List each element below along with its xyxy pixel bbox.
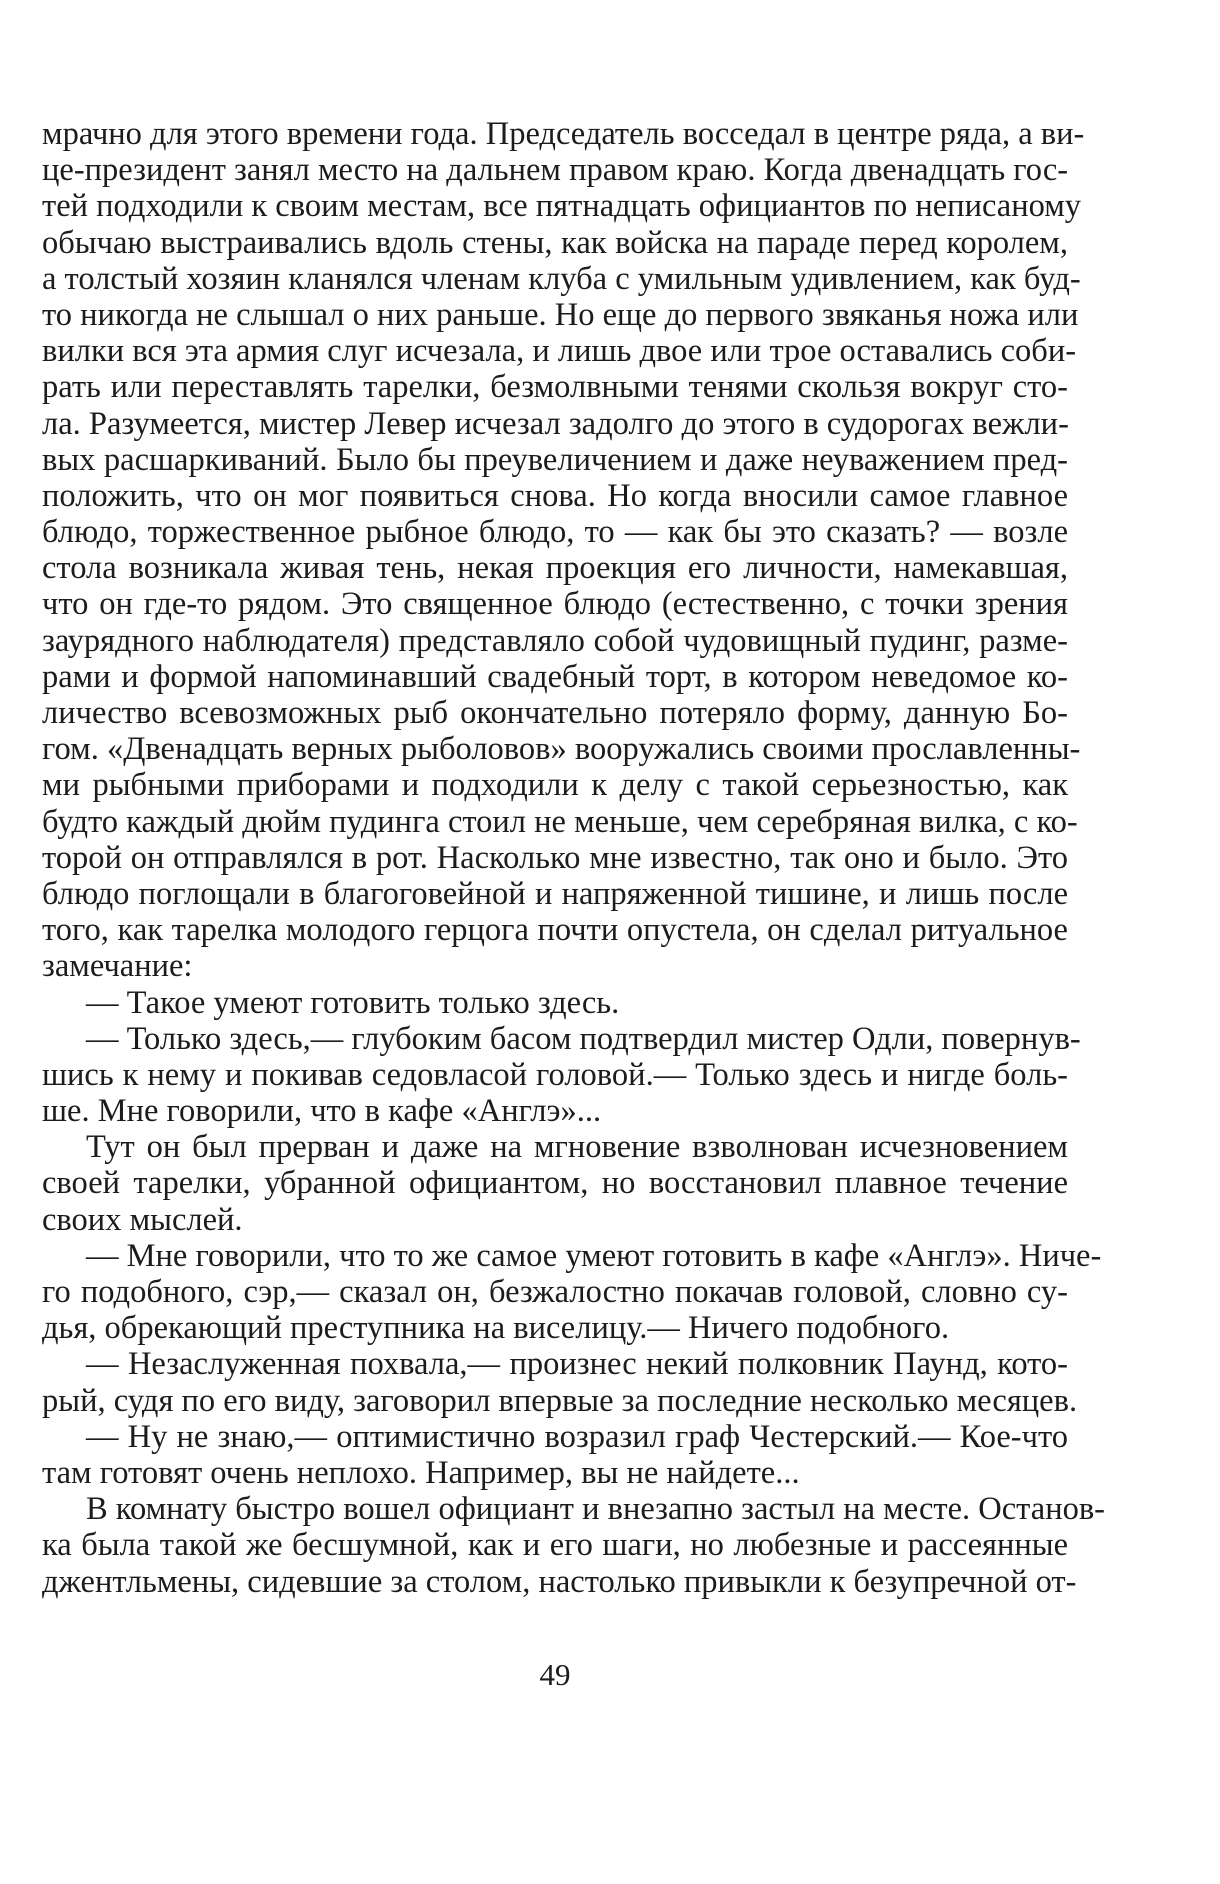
text-line: рый, судя по его виду, заговорил впервые за последние несколько месяцев. xyxy=(42,1382,1078,1419)
text-line: джентльмены, сидевшие за столом, настолько привыкли к безупречной от- xyxy=(42,1563,1077,1600)
paragraph xyxy=(42,1020,1081,1130)
text-line: тей подходили к своим местам, все пятнадцать официантов по неписаному xyxy=(42,188,1082,225)
text-line: личество всевозможных рыб окончательно потеряло форму, данную Бо- xyxy=(42,695,1068,731)
text-line: В комнату быстро вошел официант и внезапно застыл на месте. Останов- xyxy=(86,1491,1106,1528)
text-line: торой он отправлялся в рот. Насколько мне известно, так оно и было. Это xyxy=(42,839,1068,876)
text-line: обычаю выстраивались вдоль стены, как войска на параде перед королем, xyxy=(42,224,1068,261)
text-line: заурядного наблюдателя) представляло собой чудовищный пудинг, разме- xyxy=(42,622,1068,659)
text-line: — Только здесь,— глубоким басом подтвердил мистер Одли, повернув- xyxy=(86,1020,1081,1057)
text-line: — Ну не знаю,— оптимистично возразил граф Честерский.— Кое-что xyxy=(86,1418,1068,1455)
text-line: блюдо поглощали в благоговейной и напряженной тишине, и лишь после xyxy=(42,875,1068,912)
paragraph xyxy=(42,1419,1068,1491)
text-line: того, как тарелка молодого герцога почти опустела, он сделал ритуальное xyxy=(42,912,1068,949)
text-line: там готовят очень неплохо. Например, вы не найдете... xyxy=(42,1454,800,1491)
text-line: — Такое умеют готовить только здесь. xyxy=(86,984,620,1021)
paragraph xyxy=(42,1346,1078,1419)
text-line: вых расшаркиваний. Было бы преувеличением и даже неуважением пред- xyxy=(42,441,1068,478)
text-line: рами и формой напоминавший свадебный торт, в котором неведомое ко- xyxy=(42,658,1068,695)
text-line: замечание: xyxy=(42,948,193,985)
text-line: что он где-то рядом. Это священное блюдо (естественно, с точки зрения xyxy=(42,586,1068,623)
text-line: рать или переставлять тарелки, безмолвными тенями скользя вокруг сто- xyxy=(42,369,1068,406)
text-line: ла. Разумеется, мистер Левер исчезал задолго до этого в судорогах вежли- xyxy=(42,405,1069,442)
text-line: го подобного, сэр,— сказал он, безжалостно покачав головой, словно су- xyxy=(42,1274,1068,1310)
text-line: вилки вся эта армия слуг исчезала, и лишь двое или трое оставались соби- xyxy=(42,333,1077,370)
paragraph xyxy=(42,116,1085,985)
paragraph xyxy=(42,985,1068,1021)
text-line: ка была такой же бесшумной, как и его шаги, но любезные и рассеянные xyxy=(42,1527,1068,1564)
body-text xyxy=(42,116,1106,1600)
text-line: дья, обрекающий преступника на виселицу.— Ничего подобного. xyxy=(42,1310,950,1347)
text-line: стола возникала живая тень, некая проекция его личности, намекавшая, xyxy=(42,550,1068,587)
text-line: ми рыбными приборами и подходили к делу с такой серьезностью, как xyxy=(42,767,1068,804)
text-line: будто каждый дюйм пудинга стоил не меньше, чем серебряная вилка, с ко- xyxy=(42,803,1078,840)
text-line: — Незаслуженная похвала,— произнес некий полковник Паунд, кото- xyxy=(86,1346,1068,1383)
text-line: це-президент занял место на дальнем правом краю. Когда двенадцать гос- xyxy=(42,152,1069,189)
paragraph xyxy=(42,1129,1068,1238)
text-line: мрачно для этого времени года. Председатель восседал в центре ряда, а ви- xyxy=(42,116,1085,152)
text-line: своей тарелки, убранной официантом, но восстановил плавное течение xyxy=(42,1165,1068,1202)
text-line: то никогда не слышал о них раньше. Но еще до первого звяканья ножа или xyxy=(42,296,1079,333)
text-line: — Мне говорили, что то же самое умеют готовить в кафе «Англэ». Ниче- xyxy=(86,1237,1102,1274)
text-line: Тут он был прерван и даже на мгновение взволнован исчезновением xyxy=(86,1129,1068,1166)
text-line: своих мыслей. xyxy=(42,1201,243,1238)
text-line: положить, что он мог появиться снова. Но когда вносили самое главное xyxy=(42,477,1068,514)
paragraph xyxy=(42,1237,1102,1347)
text-line: ше. Мне говорили, что в кафе «Англэ»... xyxy=(42,1093,602,1130)
text-line: гом. «Двенадцать верных рыболовов» вооружались своими прославленны- xyxy=(42,731,1081,768)
text-line: блюдо, торжественное рыбное блюдо, то — как бы это сказать? — возле xyxy=(42,514,1068,551)
text-line: а толстый хозяин кланялся членам клуба с умильным удивлением, как буд- xyxy=(42,260,1081,297)
paragraph xyxy=(42,1491,1106,1600)
page-number: 49 xyxy=(539,1657,571,1692)
text-line: шись к нему и покивав седовласой головой.— Только здесь и нигде боль- xyxy=(42,1056,1068,1093)
